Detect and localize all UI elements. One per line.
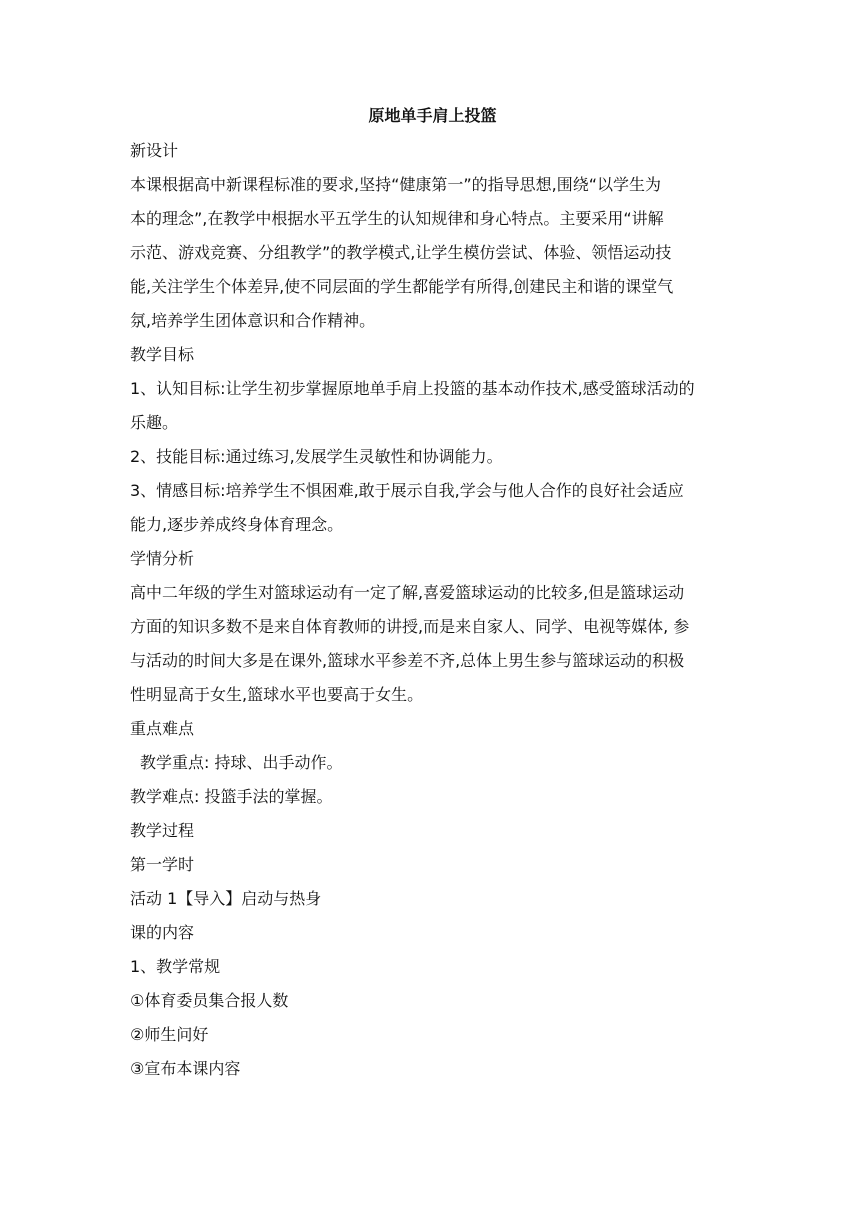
document-page <box>130 106 735 1086</box>
goal-1-line-1: 1、认知目标:让学生初步掌握原地单手肩上投篮的基本动作技术,感受篮球活动的 <box>130 379 695 398</box>
design-line-4: 能,关注学生个体差异,使不同层面的学生都能学有所得,创建民主和谐的课堂气 <box>130 277 674 296</box>
routine-item-2: ②师生问好 <box>130 1025 209 1044</box>
goal-3-line-2: 能力,逐步养成终身体育理念。 <box>130 515 344 534</box>
analysis-line-4: 性明显高于女生,篮球水平也要高于女生。 <box>130 685 424 704</box>
design-line-1: 本课根据高中新课程标准的要求,坚持“健康第一”的指导思想,围绕“以学生为 <box>130 175 662 194</box>
goal-3 <box>130 474 735 542</box>
analysis-line-2: 方面的知识多数不是来自体育教师的讲授,而是来自家人、同学、电视等媒体, 参 <box>130 617 690 636</box>
analysis-line-3: 与活动的时间大多是在课外,篮球水平参差不齐,总体上男生参与篮球运动的积极 <box>130 651 685 670</box>
routine-item-1: ①体育委员集合报人数 <box>130 991 289 1010</box>
goal-3-line-1: 3、情感目标:培养学生不惧困难,敢于展示自我,学会与他人合作的良好社会适应 <box>130 481 684 500</box>
design-heading: 新设计 <box>130 141 179 160</box>
routine-label: 1、教学常规 <box>130 957 221 976</box>
document-title: 原地单手肩上投篮 <box>368 106 497 125</box>
goal-2 <box>130 440 735 474</box>
key-focus: 教学重点: 持球、出手动作。 <box>140 753 343 772</box>
key-difficulty: 教学难点: 投篮手法的掌握。 <box>130 787 333 806</box>
activity-label: 活动 1【导入】启动与热身 <box>130 889 322 908</box>
process-heading: 教学过程 <box>130 821 195 840</box>
goal-2-line-1: 2、技能目标:通过练习,发展学生灵敏性和协调能力。 <box>130 447 503 466</box>
design-paragraph <box>130 168 735 338</box>
analysis-paragraph <box>130 576 735 712</box>
design-line-3: 示范、游戏竞赛、分组教学”的教学模式,让学生模仿尝试、体验、领悟运动技 <box>130 243 672 262</box>
design-line-5: 氛,培养学生团体意识和合作精神。 <box>130 311 376 330</box>
goals-heading: 教学目标 <box>130 345 195 364</box>
design-line-2: 本的理念”,在教学中根据水平五学生的认知规律和身心特点。主要采用“讲解 <box>130 209 664 228</box>
routine-item-3: ③宣布本课内容 <box>130 1059 241 1078</box>
keypoints-heading: 重点难点 <box>130 719 195 738</box>
goal-1-line-2: 乐趣。 <box>130 413 179 432</box>
content-heading: 课的内容 <box>130 923 195 942</box>
lesson-label: 第一学时 <box>130 855 195 874</box>
analysis-line-1: 高中二年级的学生对篮球运动有一定了解,喜爱篮球运动的比较多,但是篮球运动 <box>130 583 685 602</box>
analysis-heading: 学情分析 <box>130 549 195 568</box>
goal-1 <box>130 372 735 440</box>
